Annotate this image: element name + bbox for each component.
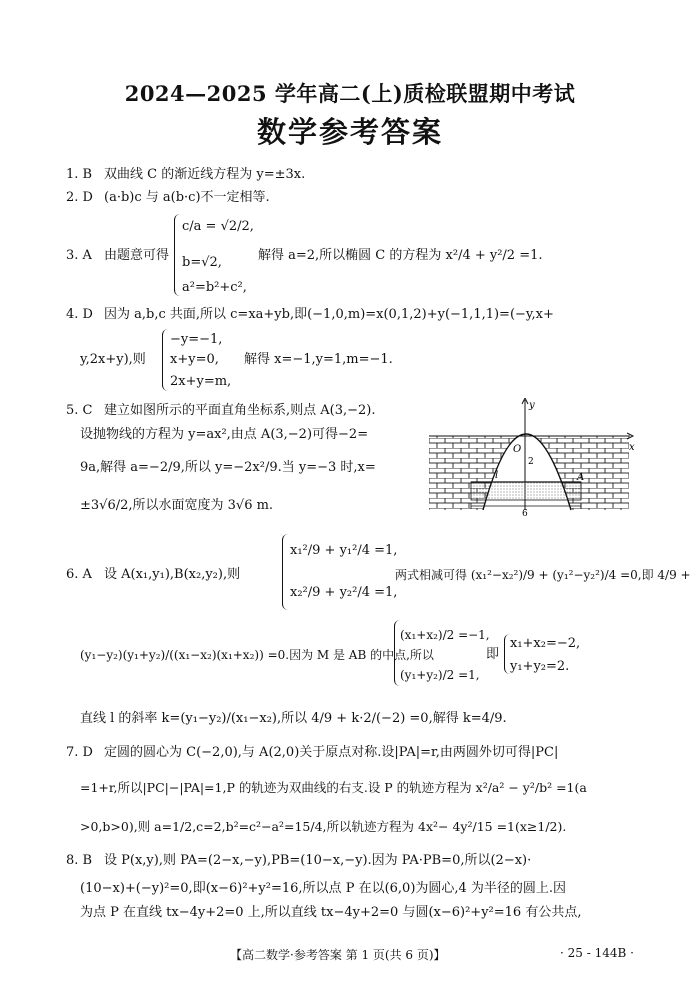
answer-7-number: 7. D — [66, 745, 93, 760]
answer-1-text: 双曲线 C 的渐近线方程为 y=±3x. — [104, 167, 306, 182]
answer-3-lead: 由题意可得 — [104, 248, 170, 263]
answer-6-eq5: x₁+x₂=−2, — [510, 636, 581, 651]
answer-5-line4: ±3√6/2,所以水面宽度为 3√6 m. — [80, 498, 274, 513]
answer-6-line3: 直线 l 的斜率 k=(y₁−y₂)/(x₁−x₂),所以 4/9 + k·2/(−2) =0,解得 k=4/9. — [80, 711, 507, 726]
answer-3-eq3: a²=b²+c², — [182, 280, 247, 295]
water-region — [471, 482, 581, 500]
answer-7-line3: >0,b>0),则 a=1/2,c=2,b²=c²−a²=15/4,所以轨迹方程为 4x²− 4y²/15 =1(x≥1/2). — [80, 819, 567, 834]
answer-6 — [66, 566, 240, 584]
answer-8 — [66, 852, 531, 870]
answer-4-number: 4. D — [66, 307, 93, 322]
answer-4-brace — [162, 329, 169, 391]
footer-center: 【高二数学·参考答案 第 1 页(共 6 页)】 — [230, 948, 446, 962]
answer-6-line1b: 两式相减可得 (x₁²−x₂²)/9 + (y₁²−y₂²)/4 =0,即 4/9 + — [395, 568, 691, 582]
answer-4 — [66, 306, 554, 324]
answer-6-eq2: x₂²/9 + y₂²/4 =1, — [290, 585, 398, 600]
origin-label: O — [513, 444, 522, 455]
answer-5 — [66, 402, 376, 420]
answer-5-line3: 9a,解得 a=−2/9,所以 y=−2x²/9.当 y=−3 时,x= — [80, 460, 376, 475]
line-l-label: l — [495, 470, 499, 481]
answer-4-line2: y,2x+y),则 — [80, 352, 146, 367]
answer-4-eq2: x+y=0, — [170, 352, 219, 367]
width-label: 6 — [522, 509, 528, 518]
answer-5-number: 5. C — [66, 403, 93, 418]
answer-6-line1: 设 A(x₁,y₁),B(x₂,y₂),则 — [104, 567, 241, 582]
answer-6-eq1: x₁²/9 + y₁²/4 =1, — [290, 543, 398, 558]
answer-7-line2: =1+r,所以|PC|−|PA|=1,P 的轨迹为双曲线的右支.设 P 的轨迹方程为 x²/a² − y²/b² =1(a — [80, 780, 587, 795]
answer-8-number: 8. B — [66, 853, 93, 868]
answer-2 — [66, 189, 270, 207]
answer-1-number: 1. B — [66, 167, 93, 182]
point-a-label: A — [577, 472, 585, 483]
answer-3 — [66, 247, 169, 265]
footer-code: · 25 - 144B · — [560, 946, 634, 960]
answer-2-text: (a·b)c 与 a(b·c)不一定相等. — [104, 190, 270, 205]
answer-8-line3: 为点 P 在直线 tx−4y+2=0 上,所以直线 tx−4y+2=0 与圆(x−6)²+y²=16 有公共点, — [80, 905, 582, 920]
answer-3-eq1: c/a = √2/2, — [182, 219, 254, 234]
answer-3-brace — [174, 214, 181, 296]
answer-6-brace-1 — [282, 534, 289, 610]
answer-6-eq3: (x₁+x₂)/2 =−1, — [400, 628, 490, 642]
answer-7 — [66, 744, 558, 762]
parabola-bridge-figure — [425, 398, 640, 518]
answer-4-tail: 解得 x=−1,y=1,m=−1. — [244, 352, 393, 367]
answer-4-text: 因为 a,b,c 共面,所以 c=xa+yb,即(−1,0,m)=x(0,1,2)+y(−1,1,1)=(−y,x+ — [104, 307, 554, 322]
answer-2-number: 2. D — [66, 190, 93, 205]
x-axis-label: x — [629, 442, 635, 453]
answer-7-line1: 定圆的圆心为 C(−2,0),与 A(2,0)关于原点对称.设|PA|=r,由两圆外切可得|PC| — [104, 745, 559, 760]
answer-5-line2: 设抛物线的方程为 y=ax²,由点 A(3,−2)可得−2= — [80, 427, 369, 442]
page-title: 2024—2025 学年高二(上)质检联盟期中考试 — [124, 81, 576, 106]
answer-1 — [66, 166, 305, 184]
y-axis-label: y — [529, 400, 535, 411]
answer-4-eq3: 2x+y=m, — [170, 374, 232, 389]
answer-3-eq2: b=√2, — [182, 255, 222, 270]
answer-4-eq1: −y=−1, — [170, 332, 223, 347]
answer-8-line1: 设 P(x,y),则 PA=(2−x,−y),PB=(10−x,−y).因为 PA·PB=0,所以(2−x)· — [104, 853, 532, 868]
answer-6-then: 即 — [486, 647, 500, 662]
answer-6-eq4: (y₁+y₂)/2 =1, — [400, 668, 480, 682]
answer-6-eq6: y₁+y₂=2. — [510, 659, 570, 674]
answer-6-line2: (y₁−y₂)(y₁+y₂)/((x₁−x₂)(x₁+x₂)) =0.因为 M 是 AB 的中点,所以 — [80, 648, 434, 662]
answer-3-number: 3. A — [66, 248, 92, 263]
answer-5-line1: 建立如图所示的平面直角坐标系,则点 A(3,−2). — [104, 403, 376, 418]
answer-3-tail: 解得 a=2,所以椭圆 C 的方程为 x²/4 + y²/2 =1. — [258, 248, 543, 263]
answer-6-number: 6. A — [66, 567, 92, 582]
page-subtitle: 数学参考答案 — [256, 115, 443, 149]
answer-8-line2: (10−x)+(−y)²=0,即(x−6)²+y²=16,所以点 P 在以(6,0)为圆心,4 为半径的圆上.因 — [80, 881, 567, 896]
height-label: 2 — [528, 457, 534, 467]
